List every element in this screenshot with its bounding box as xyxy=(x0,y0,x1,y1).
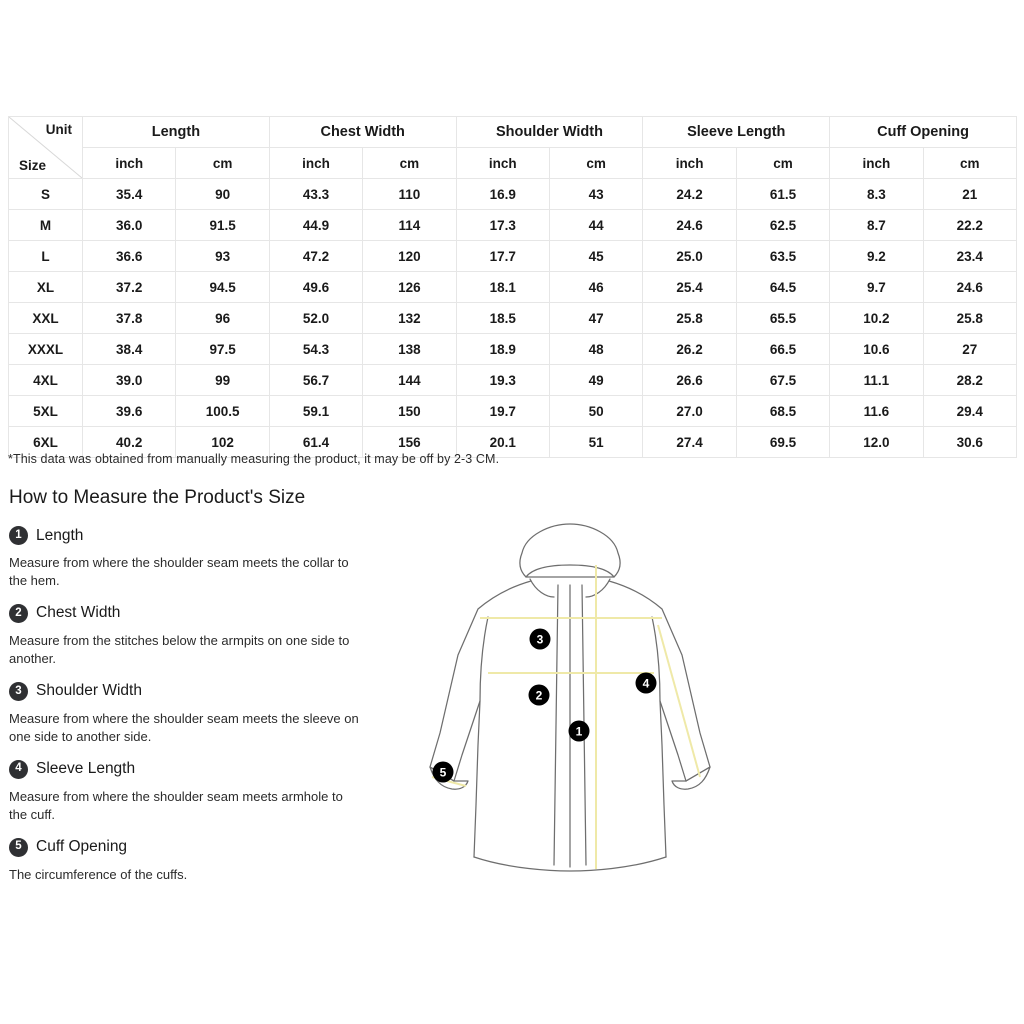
measurement-step-header xyxy=(9,682,389,701)
measurement-cell: 8.3 xyxy=(830,179,923,210)
left-sleeve-inner xyxy=(454,701,480,781)
unit-header-shoulder-inch: inch xyxy=(456,148,549,179)
measurement-cell: 114 xyxy=(363,210,456,241)
column-group-cuff-opening: Cuff Opening xyxy=(830,117,1017,148)
measurement-cell: 97.5 xyxy=(176,334,269,365)
measurement-cell: 27 xyxy=(923,334,1016,365)
measurement-cell: 9.7 xyxy=(830,272,923,303)
measurement-cell: 25.4 xyxy=(643,272,736,303)
unit-header-chest-cm: cm xyxy=(363,148,456,179)
unit-size-corner-cell xyxy=(9,117,83,179)
measurement-cell: 48 xyxy=(549,334,642,365)
measurement-cell: 47.2 xyxy=(269,241,362,272)
unit-header-length-cm: cm xyxy=(176,148,269,179)
marker-5-cuff-opening xyxy=(433,762,454,783)
measurement-cell: 63.5 xyxy=(736,241,829,272)
measurement-cell: 67.5 xyxy=(736,365,829,396)
measurement-cell: 126 xyxy=(363,272,456,303)
measurement-cell: 40.2 xyxy=(83,427,176,458)
measurement-cell: 90 xyxy=(176,179,269,210)
measurement-cell: 56.7 xyxy=(269,365,362,396)
measurement-cell: 52.0 xyxy=(269,303,362,334)
measurement-cell: 39.0 xyxy=(83,365,176,396)
measurement-cell: 94.5 xyxy=(176,272,269,303)
step-description: Measure from where the shoulder seam meets armhole to the cuff. xyxy=(9,788,343,823)
measurement-cell: 45 xyxy=(549,241,642,272)
table-header xyxy=(9,117,1017,179)
measurement-cell: 50 xyxy=(549,396,642,427)
measurement-cell: 36.0 xyxy=(83,210,176,241)
measurement-cell: 19.7 xyxy=(456,396,549,427)
step-title: Cuff Opening xyxy=(36,838,128,856)
measurement-cell: 18.5 xyxy=(456,303,549,334)
measurement-step-header xyxy=(9,760,389,779)
step-description: The circumference of the cuffs. xyxy=(9,866,188,882)
measurement-cell: 93 xyxy=(176,241,269,272)
measurement-cell: 61.5 xyxy=(736,179,829,210)
column-group-sleeve-length: Sleeve Length xyxy=(643,117,830,148)
table-row xyxy=(9,334,1017,365)
measurement-cell: 37.8 xyxy=(83,303,176,334)
measurement-cell: 43 xyxy=(549,179,642,210)
measurement-cell: 61.4 xyxy=(269,427,362,458)
measurement-step-header xyxy=(9,838,389,857)
collar-left xyxy=(530,579,554,597)
measurement-cell: 16.9 xyxy=(456,179,549,210)
column-group-chest-width: Chest Width xyxy=(269,117,456,148)
measurement-markers xyxy=(433,629,657,783)
measurement-cell: 10.6 xyxy=(830,334,923,365)
step-title: Length xyxy=(36,526,84,544)
measurement-step xyxy=(9,838,389,884)
measurement-cell: 68.5 xyxy=(736,396,829,427)
measurement-cell: 37.2 xyxy=(83,272,176,303)
right-body-side xyxy=(652,617,666,857)
measurement-cell: 11.1 xyxy=(830,365,923,396)
measurement-cell: 59.1 xyxy=(269,396,362,427)
header-row-groups xyxy=(9,117,1017,148)
table-body xyxy=(9,179,1017,458)
hood-inner-edge xyxy=(526,565,614,577)
step-number-badge: 3 xyxy=(9,682,28,701)
measurement-cell: 36.6 xyxy=(83,241,176,272)
size-cell: XXXL xyxy=(9,334,83,365)
svg-text:5: 5 xyxy=(439,765,447,780)
measurement-cell: 132 xyxy=(363,303,456,334)
measurement-cell: 20.1 xyxy=(456,427,549,458)
unit-header-sleeve-cm: cm xyxy=(736,148,829,179)
measurement-step xyxy=(9,604,389,669)
table-row xyxy=(9,179,1017,210)
measurement-cell: 25.8 xyxy=(923,303,1016,334)
measurement-cell: 35.4 xyxy=(83,179,176,210)
unit-header-chest-inch: inch xyxy=(269,148,362,179)
step-number-badge: 2 xyxy=(9,604,28,623)
measurement-cell: 17.7 xyxy=(456,241,549,272)
measurement-step xyxy=(9,760,389,825)
measurement-cell: 21 xyxy=(923,179,1016,210)
measurement-cell: 51 xyxy=(549,427,642,458)
measurement-step-header xyxy=(9,604,389,623)
garment-illustration xyxy=(400,505,740,905)
measurement-cell: 23.4 xyxy=(923,241,1016,272)
step-number-badge: 1 xyxy=(9,526,28,545)
measurement-cell: 25.8 xyxy=(643,303,736,334)
measurement-cell: 99 xyxy=(176,365,269,396)
table-row xyxy=(9,272,1017,303)
measurement-disclaimer: *This data was obtained from manually measuring the product, it may be off by 2-3 CM. xyxy=(8,452,500,466)
header-row-units xyxy=(9,148,1017,179)
unit-header-length-inch: inch xyxy=(83,148,176,179)
measurement-step xyxy=(9,682,389,747)
marker-3-shoulder-width xyxy=(530,629,551,650)
measurement-cell: 10.2 xyxy=(830,303,923,334)
svg-text:4: 4 xyxy=(642,676,650,691)
step-description: Measure from where the shoulder seam meets the sleeve on one side to another side. xyxy=(9,710,359,745)
size-cell: XXL xyxy=(9,303,83,334)
hooded-coat-diagram xyxy=(400,505,740,905)
measurement-cell: 150 xyxy=(363,396,456,427)
table-row xyxy=(9,365,1017,396)
measurement-cell: 144 xyxy=(363,365,456,396)
collar-right xyxy=(586,579,610,597)
table-row xyxy=(9,303,1017,334)
measurement-cell: 24.6 xyxy=(923,272,1016,303)
measurement-cell: 102 xyxy=(176,427,269,458)
unit-header-cuff-inch: inch xyxy=(830,148,923,179)
hood-shape xyxy=(520,524,620,577)
column-group-length: Length xyxy=(83,117,270,148)
measurement-cell: 69.5 xyxy=(736,427,829,458)
marker-2-chest-width xyxy=(529,685,550,706)
unit-header-shoulder-cm: cm xyxy=(549,148,642,179)
measurement-cell: 26.6 xyxy=(643,365,736,396)
measurement-step-header xyxy=(9,526,389,545)
size-cell: 4XL xyxy=(9,365,83,396)
measurement-cell: 62.5 xyxy=(736,210,829,241)
step-title: Shoulder Width xyxy=(36,682,142,700)
measurement-cell: 11.6 xyxy=(830,396,923,427)
marker-1-length xyxy=(569,721,590,742)
step-title: Chest Width xyxy=(36,604,121,622)
measurement-cell: 39.6 xyxy=(83,396,176,427)
table-row xyxy=(9,241,1017,272)
measurement-cell: 24.6 xyxy=(643,210,736,241)
unit-header-sleeve-inch: inch xyxy=(643,148,736,179)
measurement-cell: 17.3 xyxy=(456,210,549,241)
measurement-cell: 65.5 xyxy=(736,303,829,334)
measurement-cell: 38.4 xyxy=(83,334,176,365)
size-cell: XL xyxy=(9,272,83,303)
measurement-cell: 30.6 xyxy=(923,427,1016,458)
size-label: Size xyxy=(19,158,47,173)
measurement-cell: 26.2 xyxy=(643,334,736,365)
measurement-cell: 54.3 xyxy=(269,334,362,365)
svg-text:3: 3 xyxy=(536,632,544,647)
unit-header-cuff-cm: cm xyxy=(923,148,1016,179)
placket-left-edge xyxy=(554,585,558,865)
measurement-cell: 19.3 xyxy=(456,365,549,396)
measurement-cell: 25.0 xyxy=(643,241,736,272)
measurement-cell: 22.2 xyxy=(923,210,1016,241)
marker-4-sleeve-length xyxy=(636,673,657,694)
measurement-cell: 91.5 xyxy=(176,210,269,241)
how-to-measure-heading: How to Measure the Product's Size xyxy=(9,487,306,508)
step-title: Sleeve Length xyxy=(36,760,136,778)
measurement-cell: 27.4 xyxy=(643,427,736,458)
measurement-cell: 156 xyxy=(363,427,456,458)
step-number-badge: 5 xyxy=(9,838,28,857)
measurement-cell: 138 xyxy=(363,334,456,365)
size-cell: L xyxy=(9,241,83,272)
measurement-cell: 47 xyxy=(549,303,642,334)
step-description: Measure from where the shoulder seam meets the collar to the hem. xyxy=(9,555,349,589)
measurement-steps-list xyxy=(9,526,389,897)
measurement-cell: 43.3 xyxy=(269,179,362,210)
column-group-shoulder-width: Shoulder Width xyxy=(456,117,643,148)
measurement-cell: 100.5 xyxy=(176,396,269,427)
table-row xyxy=(9,396,1017,427)
measurement-cell: 66.5 xyxy=(736,334,829,365)
measurement-cell: 44.9 xyxy=(269,210,362,241)
measurement-cell: 49.6 xyxy=(269,272,362,303)
table-row xyxy=(9,210,1017,241)
measurement-cell: 18.9 xyxy=(456,334,549,365)
measurement-cell: 9.2 xyxy=(830,241,923,272)
measurement-cell: 64.5 xyxy=(736,272,829,303)
measurement-cell: 29.4 xyxy=(923,396,1016,427)
svg-text:1: 1 xyxy=(575,724,583,739)
size-cell: 6XL xyxy=(9,427,83,458)
measurement-cell: 8.7 xyxy=(830,210,923,241)
measurement-cell: 49 xyxy=(549,365,642,396)
measurement-guide-lines xyxy=(432,565,700,869)
measurement-cell: 28.2 xyxy=(923,365,1016,396)
measurement-cell: 120 xyxy=(363,241,456,272)
measurement-cell: 44 xyxy=(549,210,642,241)
size-cell: S xyxy=(9,179,83,210)
size-chart-table-container xyxy=(8,116,1016,458)
svg-text:2: 2 xyxy=(535,688,543,703)
measurement-cell: 110 xyxy=(363,179,456,210)
unit-label: Unit xyxy=(45,122,72,137)
measurement-cell: 12.0 xyxy=(830,427,923,458)
left-body-side xyxy=(474,617,488,857)
measurement-cell: 96 xyxy=(176,303,269,334)
step-description: Measure from the stitches below the armpits on one side to another. xyxy=(9,632,350,667)
measurement-step xyxy=(9,526,389,591)
size-chart-table xyxy=(8,116,1017,458)
measurement-cell: 24.2 xyxy=(643,179,736,210)
measurement-cell: 46 xyxy=(549,272,642,303)
measurement-cell: 18.1 xyxy=(456,272,549,303)
size-cell: M xyxy=(9,210,83,241)
size-cell: 5XL xyxy=(9,396,83,427)
measurement-cell: 27.0 xyxy=(643,396,736,427)
step-number-badge: 4 xyxy=(9,760,28,779)
